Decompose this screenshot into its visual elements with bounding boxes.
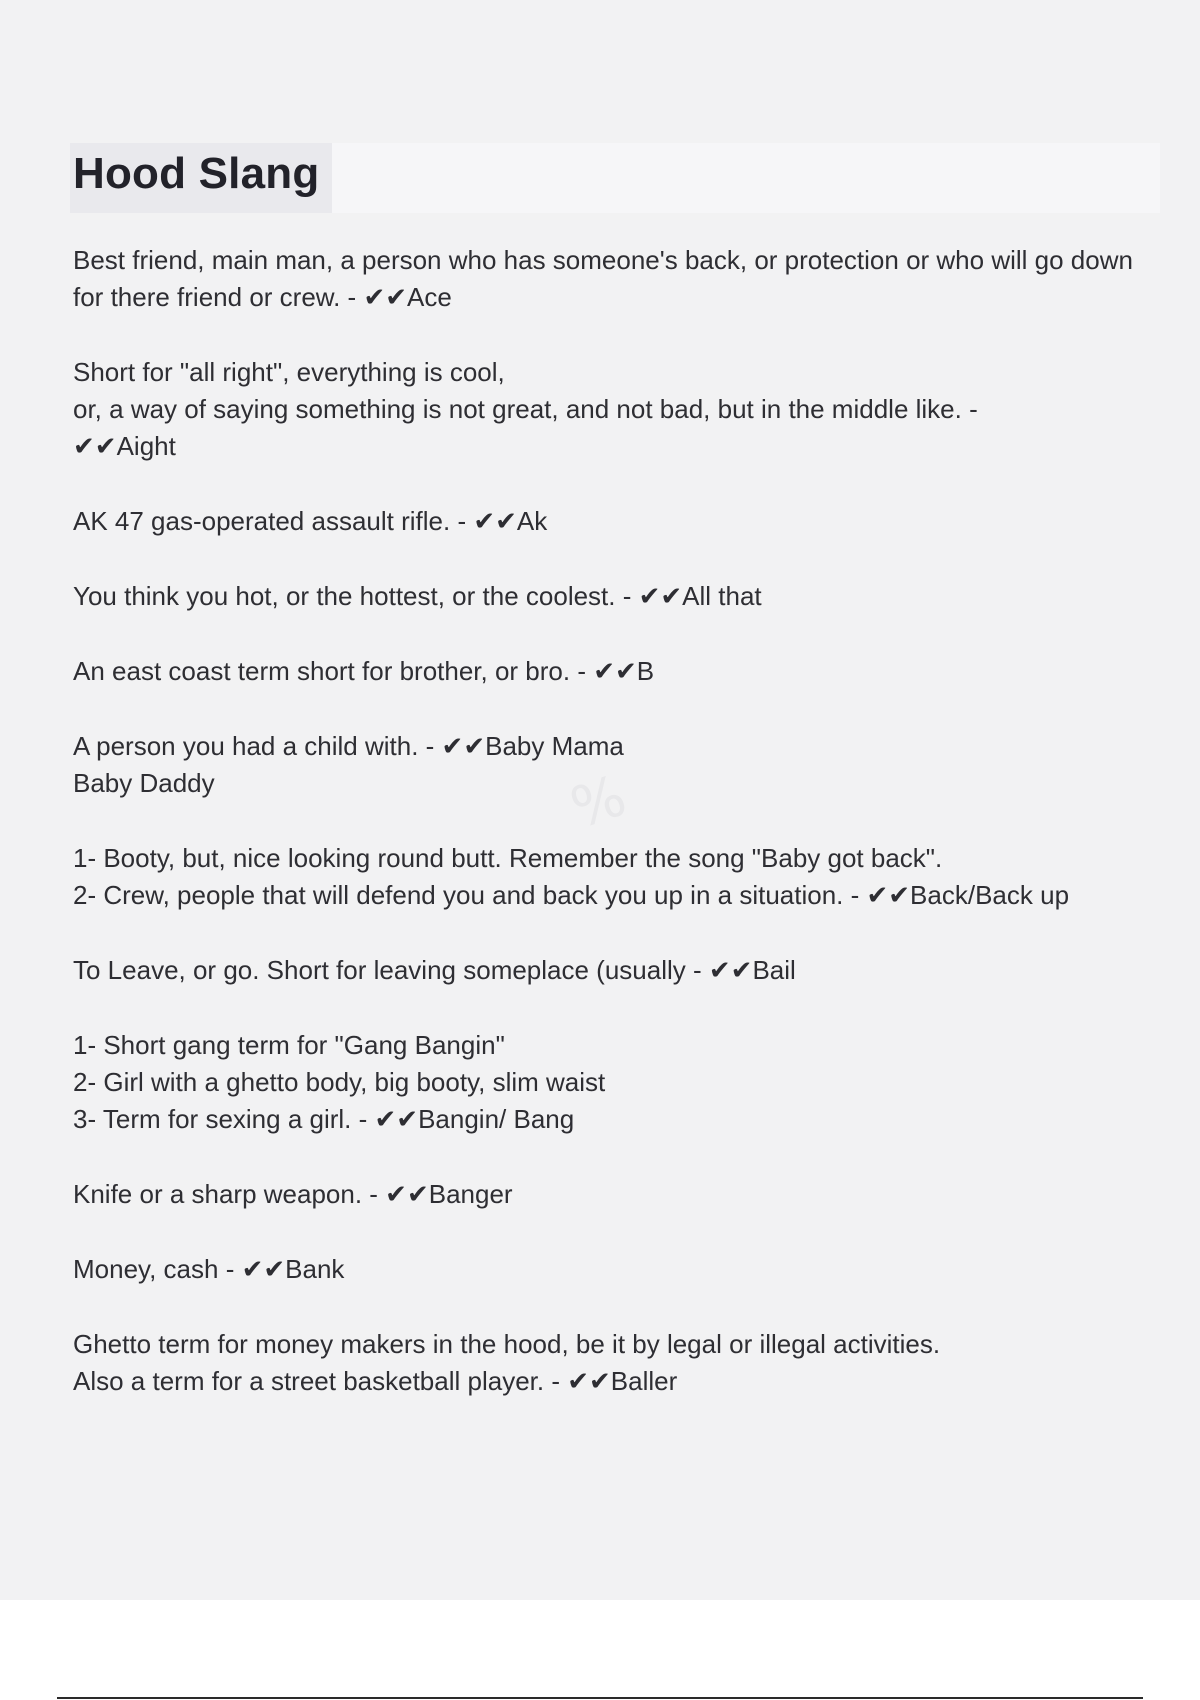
entry-back: 1- Booty, but, nice looking round butt. Remember the song "Baby got back". 2- Crew, people that will defend you and back you up in a situation. - ✔✔Back/Back up (73, 843, 1070, 910)
watermark: % (563, 763, 634, 842)
entry-bangin: 1- Short gang term for "Gang Bangin" 2- Girl with a ghetto body, big booty, slim waist 3- Term for sexing a girl. - ✔✔Bangin/ Bang (73, 1030, 606, 1134)
entry-bank: Money, cash - ✔✔Bank (73, 1254, 345, 1284)
entry-aight: Short for "all right", everything is cool, or, a way of saying something is not great, and not bad, but in the middle like. - ✔✔Aight (73, 357, 978, 461)
entry-ak: AK 47 gas-operated assault rifle. - ✔✔Ak (73, 506, 548, 536)
entry-banger: Knife or a sharp weapon. - ✔✔Banger (73, 1179, 513, 1209)
entry-b: An east coast term short for brother, or bro. - ✔✔B (73, 656, 655, 686)
entry-list (73, 242, 1153, 1438)
entry-ace: Best friend, main man, a person who has someone's back, or protection or who will go down for there friend or crew. - ✔✔Ace (73, 245, 1133, 312)
entry-all-that: You think you hot, or the hottest, or the coolest. - ✔✔All that (73, 581, 762, 611)
entry-bail: To Leave, or go. Short for leaving someplace (usually - ✔✔Bail (73, 955, 796, 985)
footer-divider (57, 1697, 1143, 1699)
entry-baller: Ghetto term for money makers in the hood, be it by legal or illegal activities. Also a term for a street basketball player. - ✔✔Baller (73, 1329, 941, 1396)
entry-baby-mama: A person you had a child with. - ✔✔Baby Mama Baby Daddy (73, 731, 624, 798)
document-title: Hood Slang (73, 149, 320, 198)
